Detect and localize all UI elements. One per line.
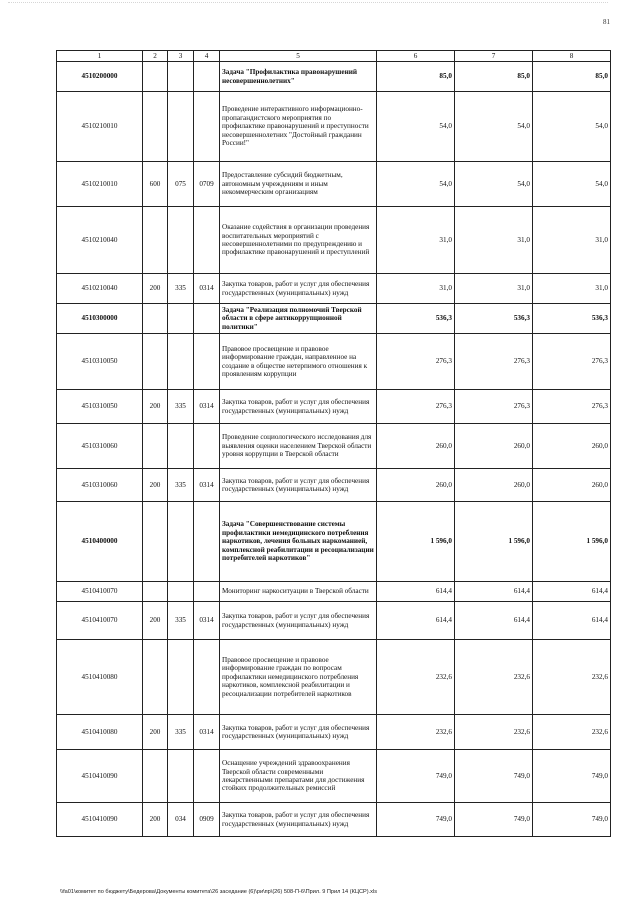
cell-subsection [194, 750, 220, 803]
table-row [57, 424, 611, 469]
cell-section [143, 334, 168, 390]
header-row [57, 51, 611, 62]
cell-subsection [194, 424, 220, 469]
cell-code: 4510310060 [57, 424, 143, 469]
column-header: 3 [168, 51, 194, 62]
budget-table [56, 50, 611, 837]
cell-value-2: 232,6 [455, 640, 533, 715]
cell-ministry [168, 582, 194, 602]
cell-value-2: 31,0 [455, 274, 533, 304]
cell-value-1: 276,3 [377, 334, 455, 390]
cell-value-2: 276,3 [455, 334, 533, 390]
cell-ministry [168, 640, 194, 715]
table-row [57, 469, 611, 502]
cell-description: Закупка товаров, работ и услуг для обеспечения государственных (муниципальных) нужд [220, 602, 377, 640]
cell-value-2: 54,0 [455, 92, 533, 162]
cell-ministry [168, 334, 194, 390]
cell-value-2: 536,3 [455, 304, 533, 334]
cell-value-1: 1 596,0 [377, 502, 455, 582]
cell-value-3: 1 596,0 [533, 502, 611, 582]
cell-description: Правовое просвещение и правовое информирование граждан по вопросам профилактики немедицинского потребления наркотиков, комплексной реабилитации и ресоциализации потребителей наркотиков [220, 640, 377, 715]
table-row [57, 162, 611, 207]
cell-value-1: 276,3 [377, 390, 455, 424]
cell-value-2: 31,0 [455, 207, 533, 274]
table-row [57, 274, 611, 304]
cell-code: 4510310050 [57, 390, 143, 424]
cell-value-1: 749,0 [377, 750, 455, 803]
cell-value-2: 276,3 [455, 390, 533, 424]
cell-ministry: 034 [168, 803, 194, 837]
cell-subsection [194, 640, 220, 715]
column-header: 2 [143, 51, 168, 62]
cell-value-2: 232,6 [455, 715, 533, 750]
cell-value-3: 276,3 [533, 390, 611, 424]
cell-section [143, 92, 168, 162]
cell-code: 4510210010 [57, 92, 143, 162]
cell-ministry [168, 62, 194, 92]
cell-code: 4510310060 [57, 469, 143, 502]
table-row [57, 750, 611, 803]
cell-section: 200 [143, 602, 168, 640]
cell-section [143, 304, 168, 334]
cell-section [143, 207, 168, 274]
cell-description: Проведение интерактивного информационно-пропагандистского мероприятия по профилактике правонарушений и преступности несовершеннолетних "Достойный гражданин России!" [220, 92, 377, 162]
cell-code: 4510300000 [57, 304, 143, 334]
cell-value-3: 276,3 [533, 334, 611, 390]
cell-code: 4510310050 [57, 334, 143, 390]
table-row [57, 715, 611, 750]
cell-value-1: 260,0 [377, 469, 455, 502]
cell-section: 200 [143, 274, 168, 304]
cell-subsection: 0709 [194, 162, 220, 207]
cell-value-2: 749,0 [455, 803, 533, 837]
cell-section: 200 [143, 715, 168, 750]
cell-description: Задача "Совершенствование системы профилактики немедицинского потребления наркотиков, лечения больных наркоманией, комплексной реабилитации и ресоциализации потребителей наркотиков" [220, 502, 377, 582]
cell-section: 200 [143, 803, 168, 837]
cell-value-3: 260,0 [533, 424, 611, 469]
cell-value-1: 85,0 [377, 62, 455, 92]
cell-value-1: 54,0 [377, 92, 455, 162]
cell-value-3: 232,6 [533, 640, 611, 715]
cell-description: Оснащение учреждений здравоохранения Тверской области современными лекарственными препаратами для достижения стойких продолжительных ремиссий [220, 750, 377, 803]
cell-value-3: 31,0 [533, 274, 611, 304]
table-row [57, 602, 611, 640]
cell-subsection: 0314 [194, 274, 220, 304]
cell-subsection [194, 582, 220, 602]
cell-value-2: 85,0 [455, 62, 533, 92]
cell-value-1: 749,0 [377, 803, 455, 837]
cell-code: 4510200000 [57, 62, 143, 92]
cell-subsection: 0314 [194, 715, 220, 750]
table-row [57, 304, 611, 334]
cell-value-3: 85,0 [533, 62, 611, 92]
cell-value-2: 614,4 [455, 582, 533, 602]
table-row [57, 390, 611, 424]
cell-value-3: 614,4 [533, 582, 611, 602]
cell-ministry: 335 [168, 274, 194, 304]
cell-subsection: 0909 [194, 803, 220, 837]
column-header: 4 [194, 51, 220, 62]
column-header: 1 [57, 51, 143, 62]
cell-subsection [194, 304, 220, 334]
cell-value-3: 31,0 [533, 207, 611, 274]
cell-section: 200 [143, 469, 168, 502]
cell-value-1: 260,0 [377, 424, 455, 469]
table-row [57, 92, 611, 162]
cell-description: Закупка товаров, работ и услуг для обеспечения государственных (муниципальных) нужд [220, 803, 377, 837]
cell-description: Проведение социологического исследования для выявления оценки населением Тверской области уровня коррупции в Тверской области [220, 424, 377, 469]
cell-value-1: 536,3 [377, 304, 455, 334]
cell-value-2: 1 596,0 [455, 502, 533, 582]
table-row [57, 582, 611, 602]
cell-value-1: 232,6 [377, 640, 455, 715]
cell-ministry [168, 207, 194, 274]
cell-ministry [168, 92, 194, 162]
cell-code: 4510210040 [57, 274, 143, 304]
cell-section [143, 750, 168, 803]
column-header: 7 [455, 51, 533, 62]
cell-section: 600 [143, 162, 168, 207]
cell-value-1: 232,6 [377, 715, 455, 750]
table-row [57, 207, 611, 274]
cell-ministry: 335 [168, 602, 194, 640]
cell-value-3: 614,4 [533, 602, 611, 640]
cell-value-2: 749,0 [455, 750, 533, 803]
cell-value-3: 54,0 [533, 162, 611, 207]
cell-value-3: 54,0 [533, 92, 611, 162]
cell-value-1: 614,4 [377, 582, 455, 602]
cell-section [143, 62, 168, 92]
cell-value-3: 749,0 [533, 803, 611, 837]
cell-subsection: 0314 [194, 469, 220, 502]
cell-value-2: 614,4 [455, 602, 533, 640]
cell-section: 200 [143, 390, 168, 424]
page-number: 81 [603, 18, 610, 26]
cell-value-1: 31,0 [377, 274, 455, 304]
cell-subsection [194, 207, 220, 274]
cell-section [143, 582, 168, 602]
cell-subsection [194, 62, 220, 92]
cell-code: 4510410080 [57, 640, 143, 715]
column-header: 6 [377, 51, 455, 62]
scan-artifact [8, 2, 608, 7]
cell-code: 4510410070 [57, 602, 143, 640]
cell-section [143, 640, 168, 715]
cell-subsection [194, 334, 220, 390]
cell-description: Правовое просвещение и правовое информирование граждан, направленное на создание в обществе нетерпимого отношения к проявлениям коррупции [220, 334, 377, 390]
cell-ministry: 335 [168, 390, 194, 424]
column-header: 8 [533, 51, 611, 62]
cell-subsection [194, 502, 220, 582]
table-row [57, 62, 611, 92]
cell-section [143, 424, 168, 469]
table-row [57, 334, 611, 390]
cell-ministry: 335 [168, 469, 194, 502]
cell-description: Закупка товаров, работ и услуг для обеспечения государственных (муниципальных) нужд [220, 715, 377, 750]
cell-code: 4510410090 [57, 803, 143, 837]
cell-description: Оказание содействия в организации проведения воспитательных мероприятий с несовершеннолетними по предупреждению и профилактике правонарушений и преступлений [220, 207, 377, 274]
column-header: 5 [220, 51, 377, 62]
cell-description: Предоставление субсидий бюджетным, автономным учреждениям и иным некоммерческим организациям [220, 162, 377, 207]
table-row [57, 502, 611, 582]
cell-subsection: 0314 [194, 602, 220, 640]
cell-section [143, 502, 168, 582]
cell-value-1: 54,0 [377, 162, 455, 207]
cell-value-3: 260,0 [533, 469, 611, 502]
cell-value-3: 536,3 [533, 304, 611, 334]
cell-value-2: 260,0 [455, 469, 533, 502]
table-row [57, 640, 611, 715]
cell-subsection [194, 92, 220, 162]
cell-code: 4510210040 [57, 207, 143, 274]
cell-description: Задача "Реализация полномочий Тверской области в сфере антикоррупционной политики" [220, 304, 377, 334]
cell-value-2: 54,0 [455, 162, 533, 207]
cell-code: 4510410090 [57, 750, 143, 803]
cell-code: 4510210010 [57, 162, 143, 207]
cell-description: Закупка товаров, работ и услуг для обеспечения государственных (муниципальных) нужд [220, 274, 377, 304]
cell-code: 4510410070 [57, 582, 143, 602]
cell-ministry [168, 750, 194, 803]
cell-code: 4510400000 [57, 502, 143, 582]
cell-ministry [168, 304, 194, 334]
cell-description: Закупка товаров, работ и услуг для обеспечения государственных (муниципальных) нужд [220, 469, 377, 502]
cell-value-1: 614,4 [377, 602, 455, 640]
file-path-footer: \\fa01\комитет по бюджету\Бедерова\Документы комитета\26 заседание (6)\ри\пр\(26) 508-П-6\Прил. 9 Прил 14 (КЦСР).xls [60, 889, 377, 895]
cell-code: 4510410080 [57, 715, 143, 750]
cell-value-2: 260,0 [455, 424, 533, 469]
cell-value-3: 749,0 [533, 750, 611, 803]
table-row [57, 803, 611, 837]
cell-value-3: 232,6 [533, 715, 611, 750]
cell-value-1: 31,0 [377, 207, 455, 274]
cell-description: Мониторинг наркоситуации в Тверской области [220, 582, 377, 602]
cell-subsection: 0314 [194, 390, 220, 424]
cell-description: Задача "Профилактика правонарушений несовершеннолетних" [220, 62, 377, 92]
cell-ministry: 335 [168, 715, 194, 750]
cell-ministry: 075 [168, 162, 194, 207]
cell-description: Закупка товаров, работ и услуг для обеспечения государственных (муниципальных) нужд [220, 390, 377, 424]
cell-ministry [168, 424, 194, 469]
cell-ministry [168, 502, 194, 582]
